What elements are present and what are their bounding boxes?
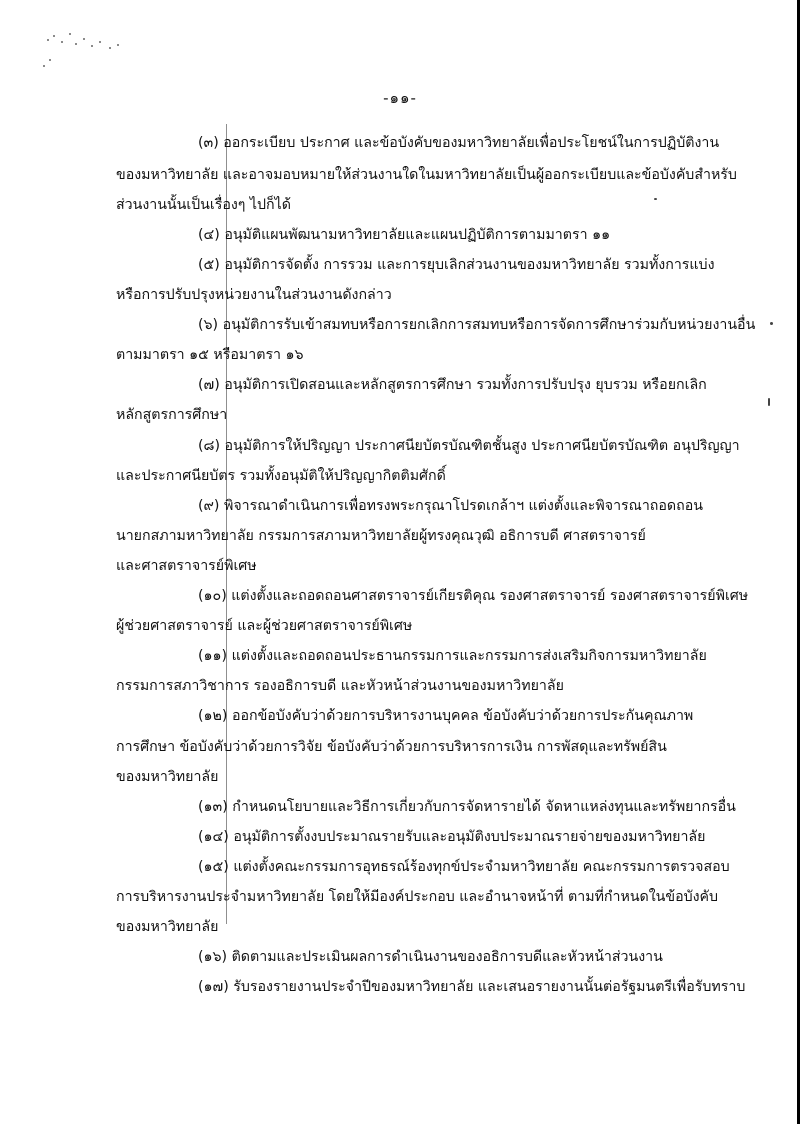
paragraph-line: กรรมการสภาวิชาการ รองอธิการบดี และหัวหน้าส่วนงานของมหาวิทยาลัย xyxy=(116,678,564,694)
paragraph-line: หรือการปรับปรุงหน่วยงานในส่วนงานดังกล่าว xyxy=(116,287,392,303)
paragraph-line: (๕) อนุมัติการจัดตั้ง การรวม และการยุบเลิกส่วนงานของมหาวิทยาลัย รวมทั้งการแบ่ง xyxy=(198,257,715,273)
paragraph-line: การศึกษา ข้อบังคับว่าด้วยการวิจัย ข้อบังคับว่าด้วยการบริหารการเงิน การพัสดุและทรัพย์สิน xyxy=(116,739,667,755)
paragraph-line: (๔) อนุมัติแผนพัฒนามหาวิทยาลัยและแผนปฏิบัติการตามมาตรา ๑๑ xyxy=(198,227,611,243)
paragraph-line: ผู้ช่วยศาสตราจารย์ และผู้ช่วยศาสตราจารย์พิเศษ xyxy=(116,618,413,634)
paragraph-line: การบริหารงานประจำมหาวิทยาลัย โดยให้มีองค์ประกอบ และอำนาจหน้าที่ ตามที่กำหนดในข้อบังคับ xyxy=(116,889,719,905)
paragraph-line: (๑๕) แต่งตั้งคณะกรรมการอุทธรณ์ร้องทุกข์ประจำมหาวิทยาลัย คณะกรรมการตรวจสอบ xyxy=(198,859,730,875)
paragraph-line: (๗) อนุมัติการเปิดสอนและหลักสูตรการศึกษา รวมทั้งการปรับปรุง ยุบรวม หรือยกเลิก xyxy=(198,377,707,393)
paragraph-line: ของมหาวิทยาลัย xyxy=(116,919,219,935)
paragraph-line: (๑๓) กำหนดนโยบายและวิธีการเกี่ยวกับการจัดหารายได้ จัดหาแหล่งทุนและทรัพยากรอื่น xyxy=(198,799,736,815)
paragraph-line: (๓) ออกระเบียบ ประกาศ และข้อบังคับของมหาวิทยาลัยเพื่อประโยชน์ในการปฏิบัติงาน xyxy=(198,135,720,151)
scan-speck xyxy=(768,398,770,406)
paragraph-line: (๑๗) รับรองรายงานประจำปีของมหาวิทยาลัย และเสนอรายงานนั้นต่อรัฐมนตรีเพื่อรับทราบ xyxy=(198,979,746,995)
paragraph-line: ของมหาวิทยาลัย xyxy=(116,769,219,785)
paragraph-line: และประกาศนียบัตร รวมทั้งอนุมัติให้ปริญญากิตติมศักดิ์ xyxy=(116,468,446,484)
paragraph-line: และศาสตราจารย์พิเศษ xyxy=(116,558,257,574)
scan-noise-mark xyxy=(40,30,130,70)
paragraph-line: นายกสภามหาวิทยาลัย กรรมการสภามหาวิทยาลัยผู้ทรงคุณวุฒิ อธิการบดี ศาสตราจารย์ xyxy=(116,528,646,544)
paragraph-line: ส่วนงานนั้นเป็นเรื่องๆ ไปก็ได้ xyxy=(116,197,291,213)
paragraph-line: (๘) อนุมัติการให้ปริญญา ประกาศนียบัตรบัณฑิตชั้นสูง ประกาศนียบัตรบัณฑิต อนุปริญญา xyxy=(198,438,740,454)
paragraph-line: (๑๑) แต่งตั้งและถอดถอนประธานกรรมการและกรรมการส่งเสริมกิจการมหาวิทยาลัย xyxy=(198,648,707,664)
paragraph-line: (๑๐) แต่งตั้งและถอดถอนศาสตราจารย์เกียรติคุณ รองศาสตราจารย์ รองศาสตราจารย์พิเศษ xyxy=(198,588,749,604)
paragraph-line: (๑๒) ออกข้อบังคับว่าด้วยการบริหารงานบุคคล ข้อบังคับว่าด้วยการประกันคุณภาพ xyxy=(198,708,694,724)
paragraph-line: (๑๔) อนุมัติการตั้งงบประมาณรายรับและอนุมัติงบประมาณรายจ่ายของมหาวิทยาลัย xyxy=(198,829,706,845)
paragraph-line: ของมหาวิทยาลัย และอาจมอบหมายให้ส่วนงานใดในมหาวิทยาลัยเป็นผู้ออกระเบียบและข้อบังคับสำหรับ xyxy=(116,167,737,183)
paragraph-line: (๑๖) ติดตามและประเมินผลการดำเนินงานของอธิการบดีและหัวหน้าส่วนงาน xyxy=(198,949,663,965)
paragraph-line: (๙) พิจารณาดำเนินการเพื่อทรงพระกรุณาโปรดเกล้าฯ แต่งตั้งและพิจารณาถอดถอน xyxy=(198,498,703,514)
scan-speck xyxy=(654,198,657,200)
paragraph-line: หลักสูตรการศึกษา xyxy=(116,407,228,423)
paragraph-line: ตามมาตรา ๑๕ หรือมาตรา ๑๖ xyxy=(116,347,304,363)
page-number: -๑๑- xyxy=(383,89,417,107)
paragraph-line: (๖) อนุมัติการรับเข้าสมทบหรือการยกเลิกการสมทบหรือการจัดการศึกษาร่วมกับหน่วยงานอื่น xyxy=(198,317,756,333)
scan-speck xyxy=(770,322,773,325)
